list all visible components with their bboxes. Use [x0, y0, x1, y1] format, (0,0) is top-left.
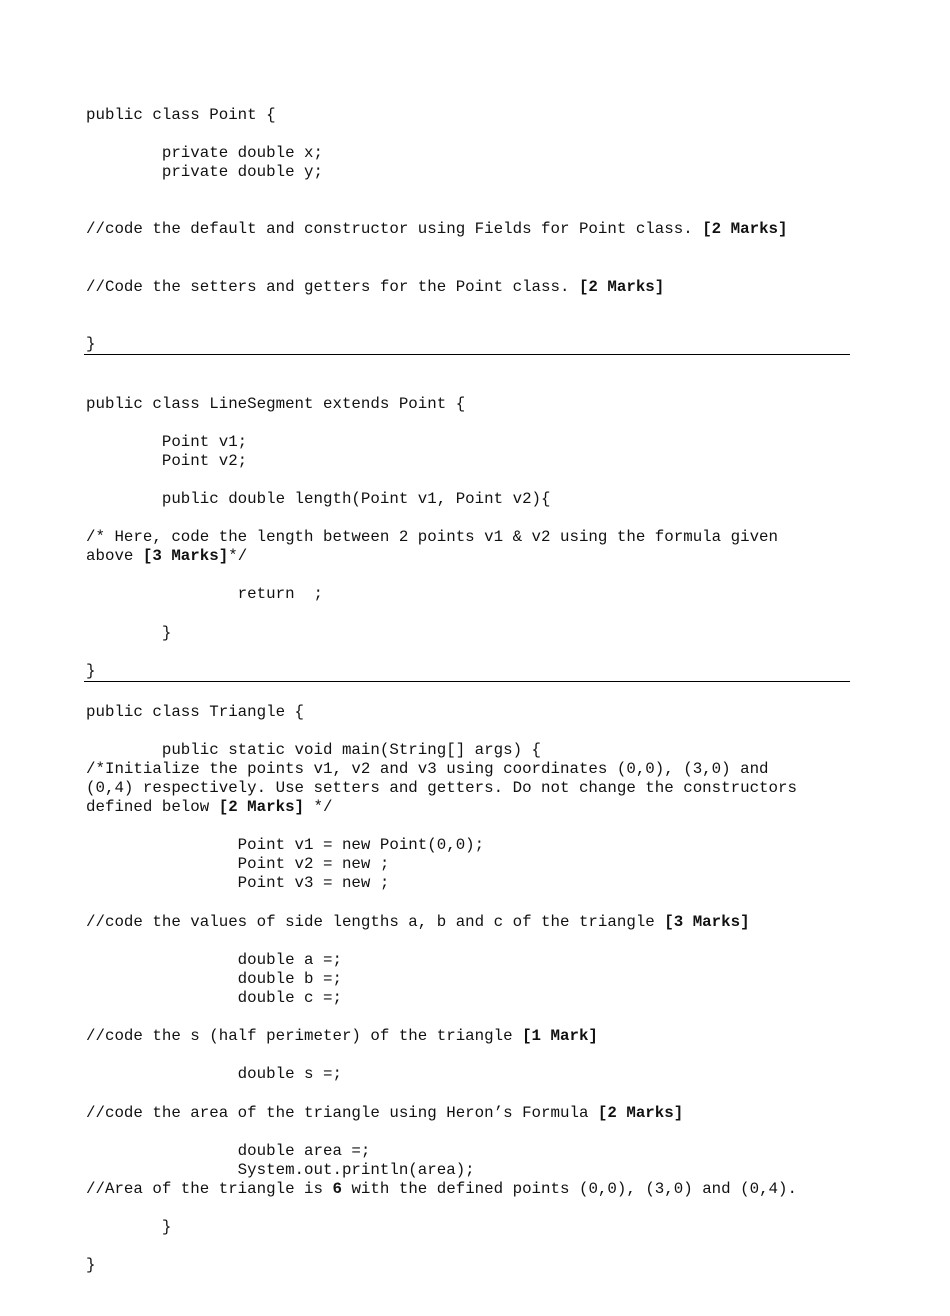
code-text: */	[228, 547, 248, 565]
code-text: return ;	[86, 585, 323, 603]
point-v1-initialization	[86, 836, 484, 855]
point-v2-initialization	[86, 855, 389, 874]
expected-area-comment	[86, 1180, 797, 1199]
code-text: double s =;	[86, 1065, 342, 1083]
init-instruction-comment-line-3	[86, 798, 333, 817]
marks-label: [2 Marks]	[578, 278, 665, 296]
code-text: double b =;	[86, 970, 342, 988]
code-text: //code the default and constructor using Fields for Point class.	[86, 220, 703, 238]
code-text: }	[86, 624, 172, 642]
code-text: private double y;	[86, 163, 323, 181]
marks-label: [2 Marks]	[597, 1104, 684, 1122]
length-instruction-comment-line-1	[86, 528, 778, 547]
point-class-closing-brace	[86, 335, 95, 354]
init-instruction-comment-line-1	[86, 760, 769, 779]
marks-label: [3 Marks]	[664, 913, 750, 931]
linesegment-class-closing-brace	[86, 662, 95, 681]
code-text: public class Point {	[86, 106, 276, 124]
code-text: public static void main(String[] args) {	[86, 741, 542, 759]
code-text: public double length(Point v1, Point v2){	[86, 490, 551, 508]
side-a-declaration	[86, 951, 342, 970]
length-method-signature	[86, 490, 551, 509]
side-lengths-instruction-comment	[86, 913, 750, 932]
length-return-statement	[86, 585, 323, 604]
code-text: //Area of the triangle is	[86, 1180, 333, 1198]
triangle-class-declaration	[86, 703, 304, 722]
code-text: }	[86, 1256, 96, 1274]
code-text: Point v1 = new Point(0,0);	[86, 836, 485, 854]
code-text: }	[86, 1218, 172, 1236]
section-divider-2	[84, 681, 850, 682]
code-text: }	[86, 662, 96, 680]
constructor-instruction-comment	[86, 220, 788, 239]
linesegment-field-v2	[86, 452, 247, 471]
linesegment-class-declaration	[86, 395, 465, 414]
point-v3-initialization	[86, 874, 389, 893]
code-text: (0,4) respectively. Use setters and getters. Do not change the constructors	[86, 779, 797, 797]
code-text: //code the area of the triangle using Heron’s Formula	[86, 1104, 598, 1122]
setters-getters-instruction-comment	[86, 278, 664, 297]
code-text: public class LineSegment extends Point {	[86, 395, 466, 413]
code-text: double a =;	[86, 951, 342, 969]
marks-label: [1 Mark]	[522, 1027, 598, 1045]
linesegment-field-v1	[86, 433, 247, 452]
code-text: defined below	[86, 798, 219, 816]
code-text: Point v1;	[86, 433, 248, 451]
length-instruction-comment-line-2	[86, 547, 247, 566]
code-text: /* Here, code the length between 2 points v1 & v2 using the formula given	[86, 528, 779, 546]
code-text: public class Triangle {	[86, 703, 305, 721]
code-text: Point v3 = new ;	[86, 874, 390, 892]
code-text: double area =;	[86, 1142, 371, 1160]
marks-label: 6	[332, 1180, 342, 1198]
area-declaration	[86, 1142, 370, 1161]
code-text: Point v2 = new ;	[86, 855, 390, 873]
code-text: private double x;	[86, 144, 323, 162]
area-instruction-comment	[86, 1104, 683, 1123]
code-text: }	[86, 335, 96, 353]
section-divider-1	[84, 354, 850, 355]
code-text: */	[304, 798, 333, 816]
triangle-class-closing-brace	[86, 1256, 95, 1275]
code-text: Point v2;	[86, 452, 248, 470]
code-text: /*Initialize the points v1, v2 and v3 using coordinates (0,0), (3,0) and	[86, 760, 769, 778]
main-method-signature	[86, 741, 541, 760]
marks-label: [3 Marks]	[142, 547, 229, 565]
code-text: //Code the setters and getters for the Point class.	[86, 278, 579, 296]
code-text: with the defined points (0,0), (3,0) and (0,4).	[341, 1180, 797, 1198]
code-text: above	[86, 547, 143, 565]
side-b-declaration	[86, 970, 342, 989]
half-perimeter-instruction-comment	[86, 1027, 598, 1046]
print-area-statement	[86, 1161, 475, 1180]
code-text: //code the s (half perimeter) of the triangle	[86, 1027, 523, 1045]
code-text: //code the values of side lengths a, b and c of the triangle	[86, 913, 665, 931]
length-method-closing-brace	[86, 624, 171, 643]
init-instruction-comment-line-2	[86, 779, 797, 798]
marks-label: [2 Marks]	[218, 798, 305, 816]
marks-label: [2 Marks]	[702, 220, 788, 238]
half-perimeter-declaration	[86, 1065, 342, 1084]
main-method-closing-brace	[86, 1218, 171, 1237]
point-field-x	[86, 144, 323, 163]
side-c-declaration	[86, 989, 342, 1008]
code-text: System.out.println(area);	[86, 1161, 475, 1179]
code-text: double c =;	[86, 989, 342, 1007]
point-field-y	[86, 163, 323, 182]
point-class-declaration	[86, 106, 276, 125]
